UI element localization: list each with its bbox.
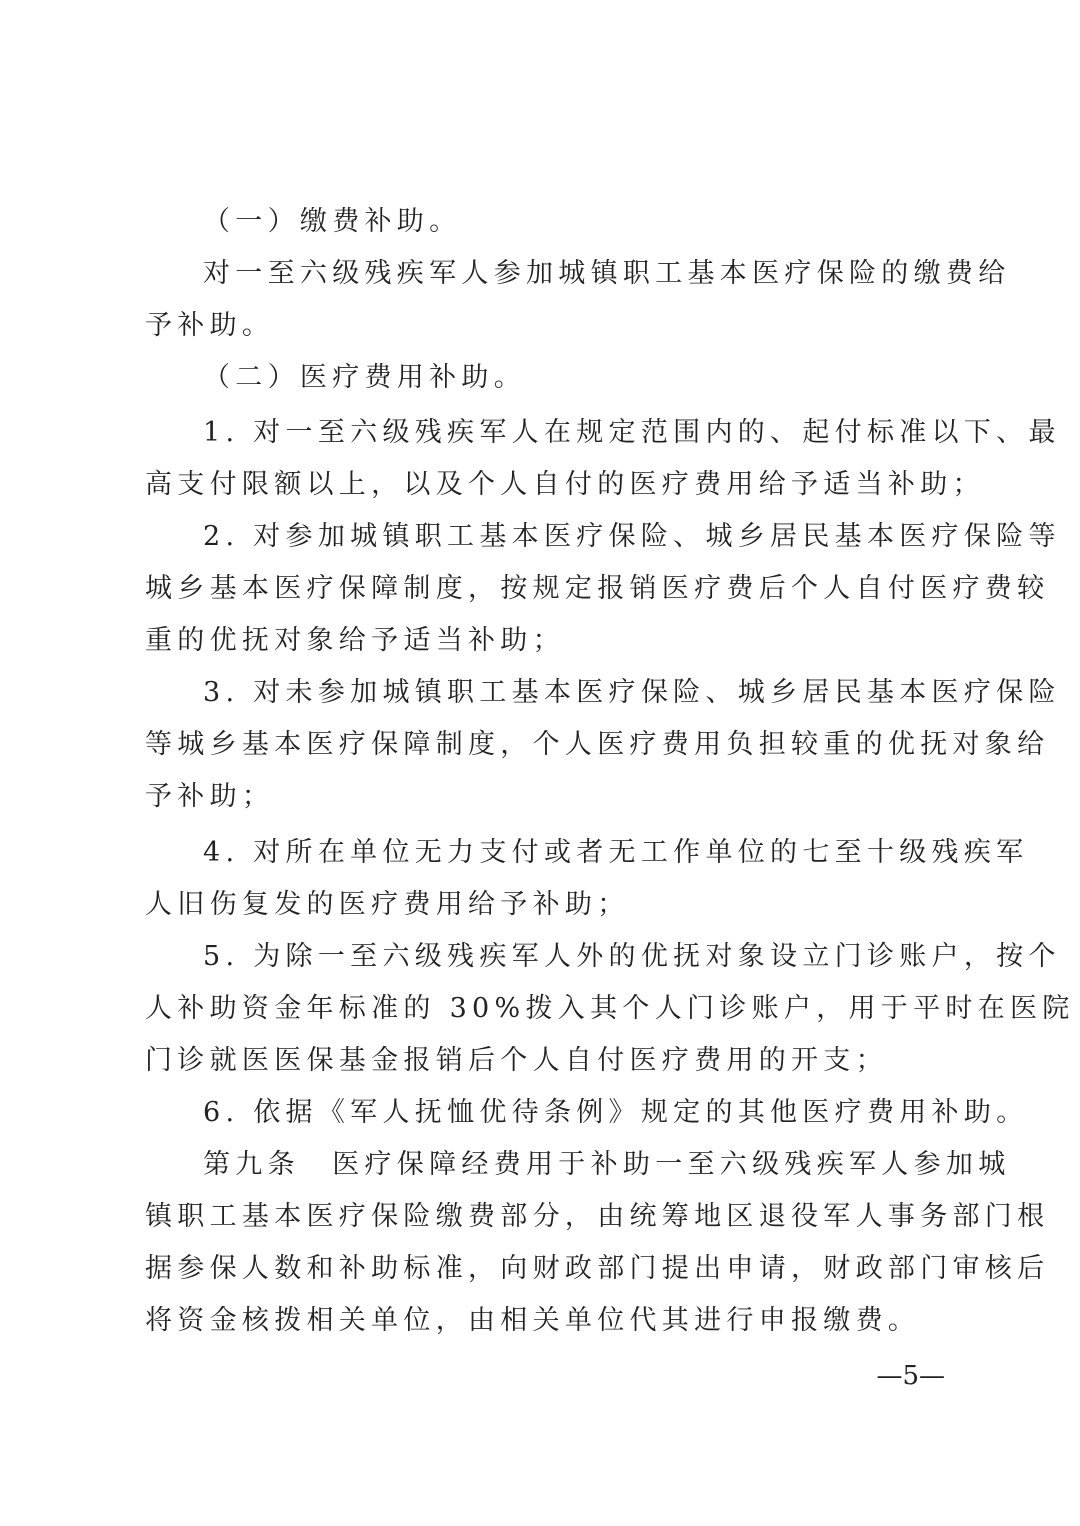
list-item-1-line: 1. 对一至六级残疾军人在规定范围内的、起付标准以下、最 — [203, 417, 1061, 448]
list-item-2-line: 2. 对参加城镇职工基本医疗保险、城乡居民基本医疗保险等 — [203, 521, 1061, 552]
paragraph-line: 予补助。 — [145, 310, 275, 341]
article-9-line: 将资金核拨相关单位，由相关单位代其进行申报缴费。 — [145, 1305, 921, 1336]
list-item-5-line: 门诊就医医保基金报销后个人自付医疗费用的开支； — [145, 1045, 888, 1076]
list-item-3-line: 予补助； — [145, 781, 275, 812]
subheading-payment-subsidy: （一）缴费补助。 — [203, 206, 462, 237]
page-number: —5— — [876, 1361, 945, 1391]
list-item-3-line: 等城乡基本医疗保障制度，个人医疗费用负担较重的优抚对象给 — [145, 729, 1050, 760]
article-9-line: 镇职工基本医疗保险缴费部分，由统筹地区退役军人事务部门根 — [145, 1201, 1050, 1232]
list-item-6-line: 6. 依据《军人抚恤优待条例》规定的其他医疗费用补助。 — [203, 1097, 1029, 1128]
list-item-2-line: 城乡基本医疗保障制度，按规定报销医疗费后个人自付医疗费较 — [145, 573, 1050, 604]
list-item-4-line: 4. 对所在单位无力支付或者无工作单位的七至十级残疾军 — [203, 837, 1029, 868]
list-item-1-line: 高支付限额以上，以及个人自付的医疗费用给予适当补助； — [145, 469, 985, 500]
article-9-line: 据参保人数和补助标准，向财政部门提出申请，财政部门审核后 — [145, 1253, 1050, 1284]
article-9-line: 第九条 医疗保障经费用于补助一至六级残疾军人参加城 — [203, 1149, 1011, 1180]
list-item-2-line: 重的优抚对象给予适当补助； — [145, 625, 565, 656]
list-item-5-line: 5. 为除一至六级残疾军人外的优抚对象设立门诊账户，按个 — [203, 941, 1061, 972]
list-item-4-line: 人旧伤复发的医疗费用给予补助； — [145, 889, 630, 920]
list-item-5-line: 人补助资金年标准的 30%拨入其个人门诊账户，用于平时在医院 — [145, 993, 1075, 1024]
subheading-medical-subsidy: （二）医疗费用补助。 — [203, 362, 526, 393]
list-item-3-line: 3. 对未参加城镇职工基本医疗保险、城乡居民基本医疗保险 — [203, 677, 1061, 708]
paragraph-line: 对一至六级残疾军人参加城镇职工基本医疗保险的缴费给 — [203, 258, 1011, 289]
